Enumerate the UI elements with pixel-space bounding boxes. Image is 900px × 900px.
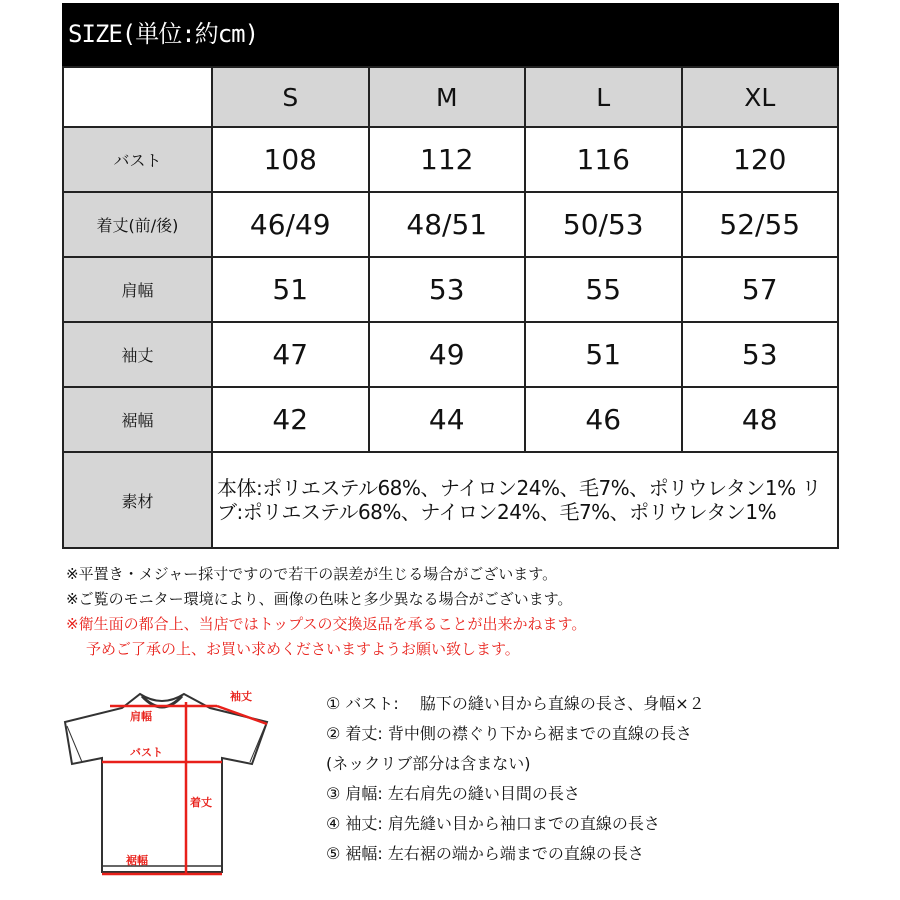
cell: 46/49 [212,192,369,257]
label-sleeve: 袖丈 [230,690,252,703]
legend-item-bust: ① バスト: 脇下の縫い目から直線の長さ、身幅×２ [326,694,705,713]
label-bust: バスト [130,746,163,759]
row-label: 裾幅 [63,387,212,452]
cell: 55 [525,257,682,322]
notes [66,562,586,662]
table-row-bust [63,127,838,192]
tshirt-outline-icon [65,694,267,872]
cell: 108 [212,127,369,192]
legend-item-hem: ⑤ 裾幅: 左右裾の端から端までの直線の長さ [326,844,644,863]
table-row-length [63,192,838,257]
table-row-hem [63,387,838,452]
size-header-xl: XL [682,67,839,127]
size-header-row [63,67,838,127]
row-label: 肩幅 [63,257,212,322]
cell: 48 [682,387,839,452]
cell: 120 [682,127,839,192]
row-label: 着丈(前/後) [63,192,212,257]
size-chart-title: SIZE(単位:約cm) [62,3,839,66]
material-text: 本体:ポリエステル68%、ナイロン24%、毛7%、ポリウレタン1% リブ:ポリエステル68%、ナイロン24%、毛7%、ポリウレタン1% [212,452,838,548]
note-measurement: ※平置き・メジャー採寸ですので若干の誤差が生じる場合がございます。 [66,565,558,583]
tshirt-measurement-diagram [62,682,312,892]
note-no-returns: ※衛生面の都合上、当店ではトップスの交換返品を承ることが出来かねます。 [66,615,587,633]
size-header-m: M [369,67,526,127]
cell: 50/53 [525,192,682,257]
size-table [62,66,839,549]
table-row-sleeve [63,322,838,387]
size-header-s: S [212,67,369,127]
cell: 112 [369,127,526,192]
legend-item-length: ② 着丈: 背中側の襟ぐり下から裾までの直線の長さ [326,724,692,743]
size-header-l: L [525,67,682,127]
label-hem: 裾幅 [126,854,148,867]
cell: 57 [682,257,839,322]
row-label: バスト [63,127,212,192]
label-length: 着丈 [190,796,212,809]
legend-item-sleeve: ④ 袖丈: 肩先縫い目から袖口までの直線の長さ [326,814,660,833]
cell: 48/51 [369,192,526,257]
measurement-legend [326,689,705,869]
legend-item-length-note: (ネックリブ部分は含まない) [326,754,531,773]
corner-cell [63,67,212,127]
cell: 53 [369,257,526,322]
cell: 42 [212,387,369,452]
cell: 47 [212,322,369,387]
legend-item-shoulder: ③ 肩幅: 左右肩先の縫い目間の長さ [326,784,580,803]
cell: 53 [682,322,839,387]
note-acknowledge: 予めご了承の上、お買い求めくださいますようお願い致します。 [86,640,520,658]
cell: 46 [525,387,682,452]
label-shoulder: 肩幅 [130,710,152,723]
cell: 44 [369,387,526,452]
cell: 51 [212,257,369,322]
cell: 116 [525,127,682,192]
cell: 51 [525,322,682,387]
table-row-material [63,452,838,548]
row-label: 袖丈 [63,322,212,387]
cell: 49 [369,322,526,387]
table-row-shoulder [63,257,838,322]
cell: 52/55 [682,192,839,257]
note-monitor: ※ご覧のモニター環境により、画像の色味と多少異なる場合がございます。 [66,590,573,608]
row-label: 素材 [63,452,212,548]
